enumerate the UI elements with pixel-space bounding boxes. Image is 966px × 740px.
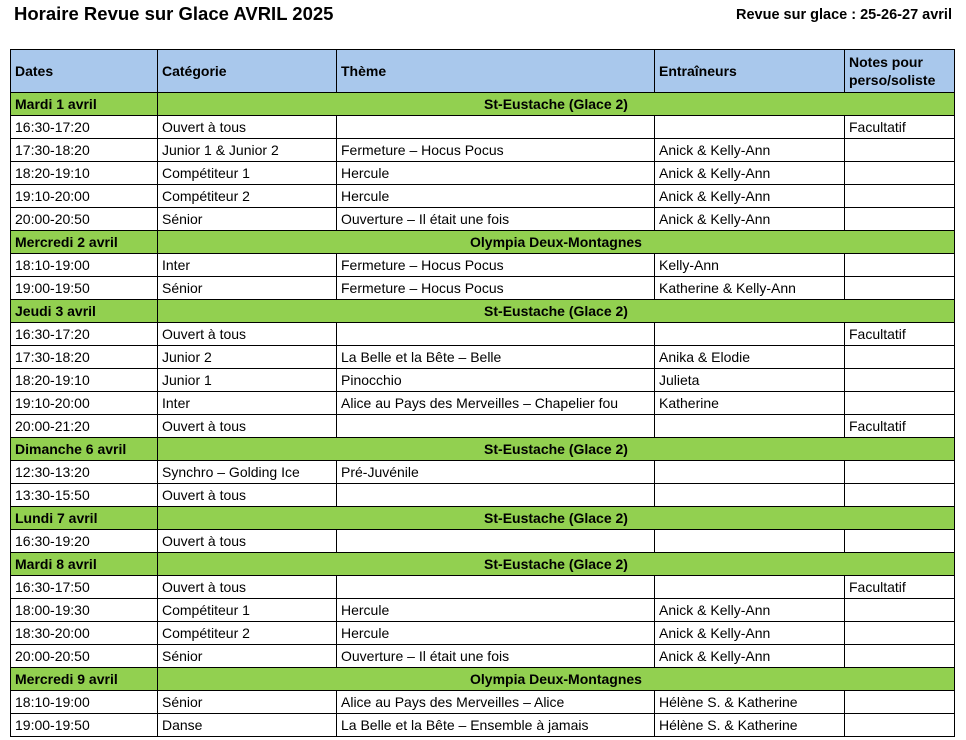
time-cell: 18:30-20:00	[11, 622, 158, 645]
time-cell: 19:10-20:00	[11, 185, 158, 208]
schedule-body	[11, 93, 955, 737]
category-cell: Sénior	[158, 277, 337, 300]
day-row	[11, 231, 955, 254]
coaches-cell	[655, 461, 845, 484]
coaches-cell: Katherine	[655, 392, 845, 415]
day-row	[11, 93, 955, 116]
time-cell: 20:00-20:50	[11, 645, 158, 668]
table-row	[11, 323, 955, 346]
notes-cell	[845, 691, 955, 714]
coaches-cell: Katherine & Kelly-Ann	[655, 277, 845, 300]
table-row	[11, 139, 955, 162]
notes-cell: Facultatif	[845, 323, 955, 346]
table-row	[11, 162, 955, 185]
day-row	[11, 507, 955, 530]
theme-cell: Alice au Pays des Merveilles – Chapelier fou	[337, 392, 655, 415]
category-cell: Junior 2	[158, 346, 337, 369]
schedule-table	[10, 49, 955, 737]
theme-cell	[337, 323, 655, 346]
day-location: St-Eustache (Glace 2)	[158, 300, 955, 323]
table-row	[11, 622, 955, 645]
notes-cell	[845, 645, 955, 668]
page-title: Horaire Revue sur Glace AVRIL 2025	[14, 3, 334, 24]
table-row	[11, 116, 955, 139]
notes-cell	[845, 185, 955, 208]
table-row	[11, 392, 955, 415]
table-row	[11, 208, 955, 231]
category-cell: Ouvert à tous	[158, 484, 337, 507]
coaches-cell: Anika & Elodie	[655, 346, 845, 369]
coaches-cell: Julieta	[655, 369, 845, 392]
table-row	[11, 254, 955, 277]
coaches-cell: Anick & Kelly-Ann	[655, 622, 845, 645]
time-cell: 18:10-19:00	[11, 254, 158, 277]
day-row	[11, 438, 955, 461]
coaches-cell: Anick & Kelly-Ann	[655, 139, 845, 162]
coaches-cell: Anick & Kelly-Ann	[655, 599, 845, 622]
time-cell: 12:30-13:20	[11, 461, 158, 484]
theme-cell: Hercule	[337, 622, 655, 645]
coaches-cell: Hélène S. & Katherine	[655, 714, 845, 737]
day-label: Mardi 8 avril	[11, 553, 158, 576]
table-row	[11, 277, 955, 300]
day-location: Olympia Deux-Montagnes	[158, 231, 955, 254]
notes-cell	[845, 461, 955, 484]
coaches-cell: Anick & Kelly-Ann	[655, 208, 845, 231]
column-header-dates: Dates	[11, 50, 158, 93]
coaches-cell: Hélène S. & Katherine	[655, 691, 845, 714]
time-cell: 16:30-19:20	[11, 530, 158, 553]
time-cell: 19:00-19:50	[11, 714, 158, 737]
category-cell: Compétiteur 1	[158, 599, 337, 622]
category-cell: Ouvert à tous	[158, 323, 337, 346]
table-row	[11, 346, 955, 369]
notes-cell	[845, 530, 955, 553]
column-header-theme: Thème	[337, 50, 655, 93]
theme-cell: Hercule	[337, 162, 655, 185]
notes-cell: Facultatif	[845, 576, 955, 599]
table-row	[11, 484, 955, 507]
theme-cell: Pinocchio	[337, 369, 655, 392]
coaches-cell: Anick & Kelly-Ann	[655, 162, 845, 185]
theme-cell	[337, 415, 655, 438]
theme-cell	[337, 116, 655, 139]
notes-cell	[845, 392, 955, 415]
category-cell: Ouvert à tous	[158, 576, 337, 599]
table-row	[11, 645, 955, 668]
theme-cell	[337, 576, 655, 599]
theme-cell: Hercule	[337, 185, 655, 208]
table-row	[11, 691, 955, 714]
day-location: St-Eustache (Glace 2)	[158, 93, 955, 116]
theme-cell: La Belle et la Bête – Belle	[337, 346, 655, 369]
coaches-cell	[655, 323, 845, 346]
notes-cell	[845, 162, 955, 185]
notes-cell	[845, 346, 955, 369]
column-header-categorie: Catégorie	[158, 50, 337, 93]
day-row	[11, 553, 955, 576]
coaches-cell	[655, 530, 845, 553]
table-row	[11, 415, 955, 438]
day-label: Dimanche 6 avril	[11, 438, 158, 461]
table-row	[11, 576, 955, 599]
time-cell: 19:00-19:50	[11, 277, 158, 300]
notes-cell	[845, 277, 955, 300]
coaches-cell: Anick & Kelly-Ann	[655, 645, 845, 668]
time-cell: 13:30-15:50	[11, 484, 158, 507]
day-label: Mercredi 9 avril	[11, 668, 158, 691]
notes-cell	[845, 254, 955, 277]
coaches-cell	[655, 415, 845, 438]
table-row	[11, 461, 955, 484]
category-cell: Sénior	[158, 691, 337, 714]
table-row	[11, 599, 955, 622]
day-label: Mardi 1 avril	[11, 93, 158, 116]
revue-dates: Revue sur glace : 25-26-27 avril	[735, 7, 952, 23]
theme-cell: Fermeture – Hocus Pocus	[337, 277, 655, 300]
notes-cell	[845, 484, 955, 507]
time-cell: 20:00-21:20	[11, 415, 158, 438]
category-cell: Junior 1 & Junior 2	[158, 139, 337, 162]
notes-cell	[845, 369, 955, 392]
category-cell: Inter	[158, 254, 337, 277]
coaches-cell	[655, 576, 845, 599]
notes-cell	[845, 599, 955, 622]
notes-cell	[845, 139, 955, 162]
theme-cell	[337, 530, 655, 553]
time-cell: 18:20-19:10	[11, 162, 158, 185]
day-row	[11, 300, 955, 323]
category-cell: Ouvert à tous	[158, 415, 337, 438]
time-cell: 17:30-18:20	[11, 346, 158, 369]
theme-cell: Ouverture – Il était une fois	[337, 645, 655, 668]
notes-cell	[845, 714, 955, 737]
category-cell: Ouvert à tous	[158, 530, 337, 553]
time-cell: 18:10-19:00	[11, 691, 158, 714]
theme-cell: Fermeture – Hocus Pocus	[337, 139, 655, 162]
day-location: St-Eustache (Glace 2)	[158, 438, 955, 461]
theme-cell: Hercule	[337, 599, 655, 622]
coaches-cell: Kelly-Ann	[655, 254, 845, 277]
column-header-entraineurs: Entraîneurs	[655, 50, 845, 93]
table-row	[11, 369, 955, 392]
category-cell: Ouvert à tous	[158, 116, 337, 139]
theme-cell: Alice au Pays des Merveilles – Alice	[337, 691, 655, 714]
day-location: St-Eustache (Glace 2)	[158, 553, 955, 576]
notes-cell: Facultatif	[845, 116, 955, 139]
time-cell: 19:10-20:00	[11, 392, 158, 415]
category-cell: Inter	[158, 392, 337, 415]
notes-cell: Facultatif	[845, 415, 955, 438]
category-cell: Synchro – Golding Ice	[158, 461, 337, 484]
category-cell: Sénior	[158, 645, 337, 668]
day-label: Jeudi 3 avril	[11, 300, 158, 323]
table-row	[11, 714, 955, 737]
day-row	[11, 668, 955, 691]
theme-cell: La Belle et la Bête – Ensemble à jamais	[337, 714, 655, 737]
category-cell: Compétiteur 1	[158, 162, 337, 185]
category-cell: Compétiteur 2	[158, 622, 337, 645]
time-cell: 18:00-19:30	[11, 599, 158, 622]
day-location: Olympia Deux-Montagnes	[158, 668, 955, 691]
day-label: Lundi 7 avril	[11, 507, 158, 530]
notes-cell	[845, 622, 955, 645]
theme-cell: Pré-Juvénile	[337, 461, 655, 484]
notes-cell	[845, 208, 955, 231]
time-cell: 16:30-17:20	[11, 323, 158, 346]
time-cell: 16:30-17:20	[11, 116, 158, 139]
day-label: Mercredi 2 avril	[11, 231, 158, 254]
category-cell: Sénior	[158, 208, 337, 231]
time-cell: 20:00-20:50	[11, 208, 158, 231]
theme-cell	[337, 484, 655, 507]
category-cell: Compétiteur 2	[158, 185, 337, 208]
coaches-cell	[655, 116, 845, 139]
time-cell: 17:30-18:20	[11, 139, 158, 162]
table-row	[11, 185, 955, 208]
time-cell: 16:30-17:50	[11, 576, 158, 599]
table-row	[11, 530, 955, 553]
theme-cell: Ouverture – Il était une fois	[337, 208, 655, 231]
category-cell: Danse	[158, 714, 337, 737]
category-cell: Junior 1	[158, 369, 337, 392]
time-cell: 18:20-19:10	[11, 369, 158, 392]
coaches-cell	[655, 484, 845, 507]
day-location: St-Eustache (Glace 2)	[158, 507, 955, 530]
theme-cell: Fermeture – Hocus Pocus	[337, 254, 655, 277]
column-header-notes: Notes pour perso/soliste	[845, 50, 955, 93]
coaches-cell: Anick & Kelly-Ann	[655, 185, 845, 208]
header-row	[11, 50, 955, 93]
